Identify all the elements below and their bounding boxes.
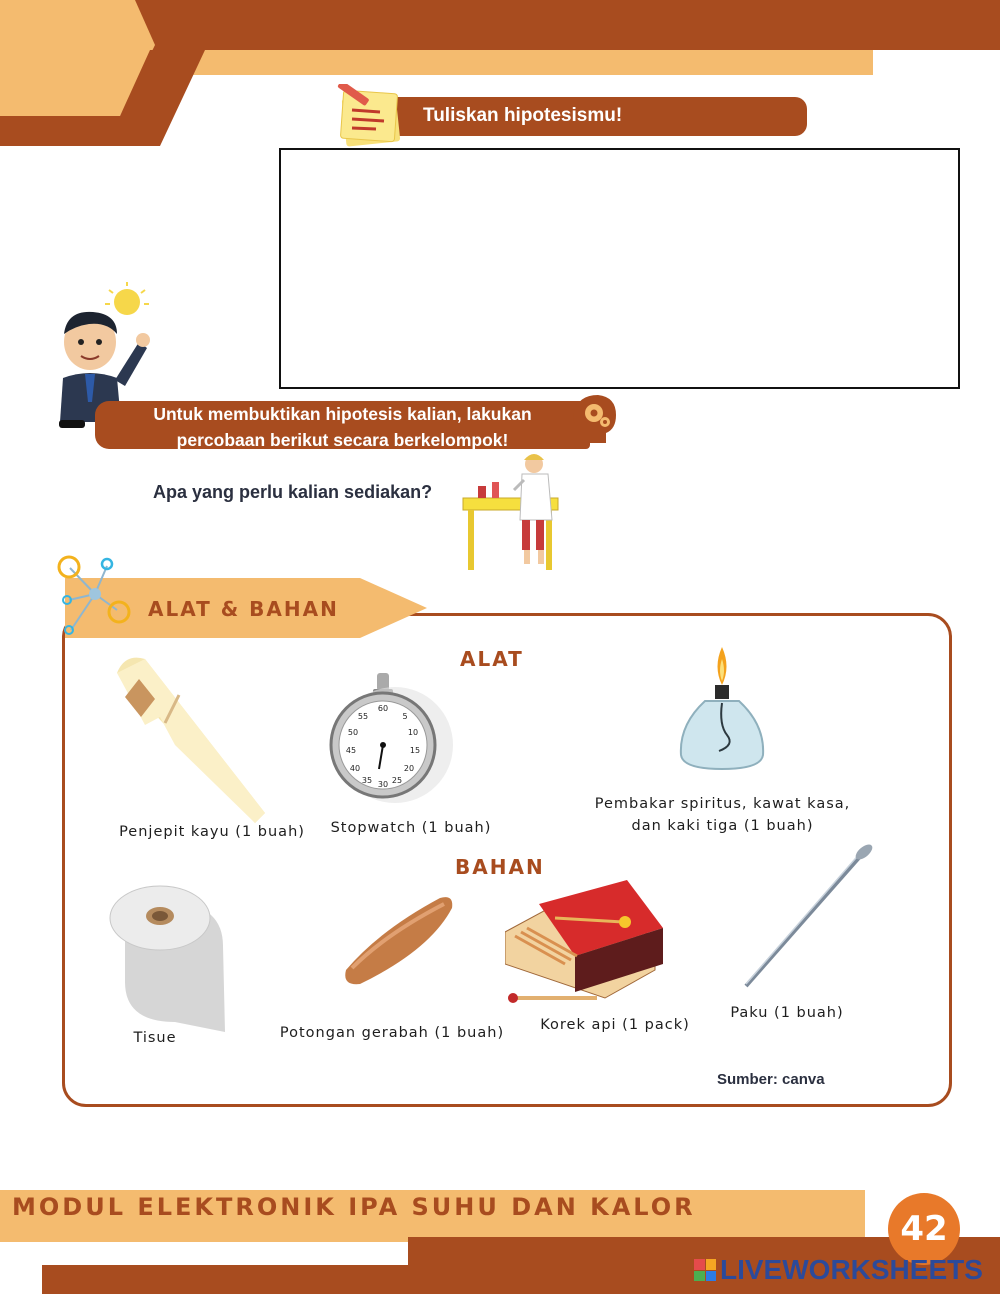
- svg-text:15: 15: [409, 746, 421, 755]
- hypothesis-answer-box[interactable]: [279, 148, 960, 389]
- item-label-pottery: Potongan gerabah (1 buah): [279, 1025, 505, 1041]
- spirit-burner-icon: [675, 645, 770, 775]
- item-label-burner-2: dan kaki tiga (1 buah): [631, 818, 814, 834]
- pottery-shard-icon: [340, 890, 460, 990]
- svg-text:50: 50: [347, 728, 359, 737]
- instruction-line-2: percobaan berikut secara berkelompok!: [176, 430, 509, 450]
- footer-title: MODUL ELEKTRONIK IPA SUHU DAN KALOR: [12, 1193, 696, 1221]
- scientist-lab-icon: [458, 450, 563, 575]
- hypothesis-banner: [395, 97, 807, 136]
- source-credit: Sumber: canva: [717, 1071, 825, 1088]
- tissue-roll-icon: [105, 882, 235, 1037]
- instruction-line-1: Untuk membuktikan hipotesis kalian, lakukan: [153, 404, 532, 424]
- bahan-title: BAHAN: [455, 855, 545, 879]
- liveworksheets-watermark: [694, 1255, 983, 1285]
- alat-title: ALAT: [460, 647, 524, 671]
- note-pencil-icon: [336, 84, 406, 150]
- item-label-tissue: Tisue: [133, 1030, 177, 1046]
- item-label-clamp: Penjepit kayu (1 buah): [119, 824, 305, 840]
- stopwatch-icon: [325, 673, 460, 808]
- svg-text:45: 45: [345, 746, 357, 755]
- nail-icon: [740, 840, 875, 990]
- svg-text:55: 55: [357, 712, 369, 721]
- page-number: 42: [888, 1193, 960, 1265]
- svg-text:35: 35: [361, 776, 373, 785]
- experiment-instruction-banner: [95, 401, 590, 449]
- svg-text:10: 10: [407, 728, 419, 737]
- hypothesis-prompt: Tuliskan hipotesismu!: [423, 105, 623, 126]
- svg-text:25: 25: [391, 776, 403, 785]
- head-gears-icon: [570, 393, 620, 447]
- svg-text:20: 20: [403, 764, 415, 773]
- svg-text:60: 60: [377, 704, 389, 713]
- item-label-nail: Paku (1 buah): [730, 1005, 844, 1021]
- matchbox-icon: [505, 878, 665, 1006]
- svg-text:30: 30: [377, 780, 389, 789]
- svg-text:40: 40: [349, 764, 361, 773]
- liveworksheets-logo-icon: [694, 1259, 716, 1281]
- svg-text:5: 5: [402, 712, 408, 721]
- materials-tag-label: ALAT & BAHAN: [148, 597, 339, 621]
- item-label-matches: Korek api (1 pack): [540, 1017, 690, 1033]
- wooden-clamp-icon: [105, 655, 270, 825]
- watermark-text: LIVEWORKSHEETS: [720, 1254, 983, 1285]
- question-text: Apa yang perlu kalian sediakan?: [153, 482, 433, 502]
- item-label-burner-1: Pembakar spiritus, kawat kasa,: [594, 796, 851, 812]
- item-label-stopwatch: Stopwatch (1 buah): [330, 820, 492, 836]
